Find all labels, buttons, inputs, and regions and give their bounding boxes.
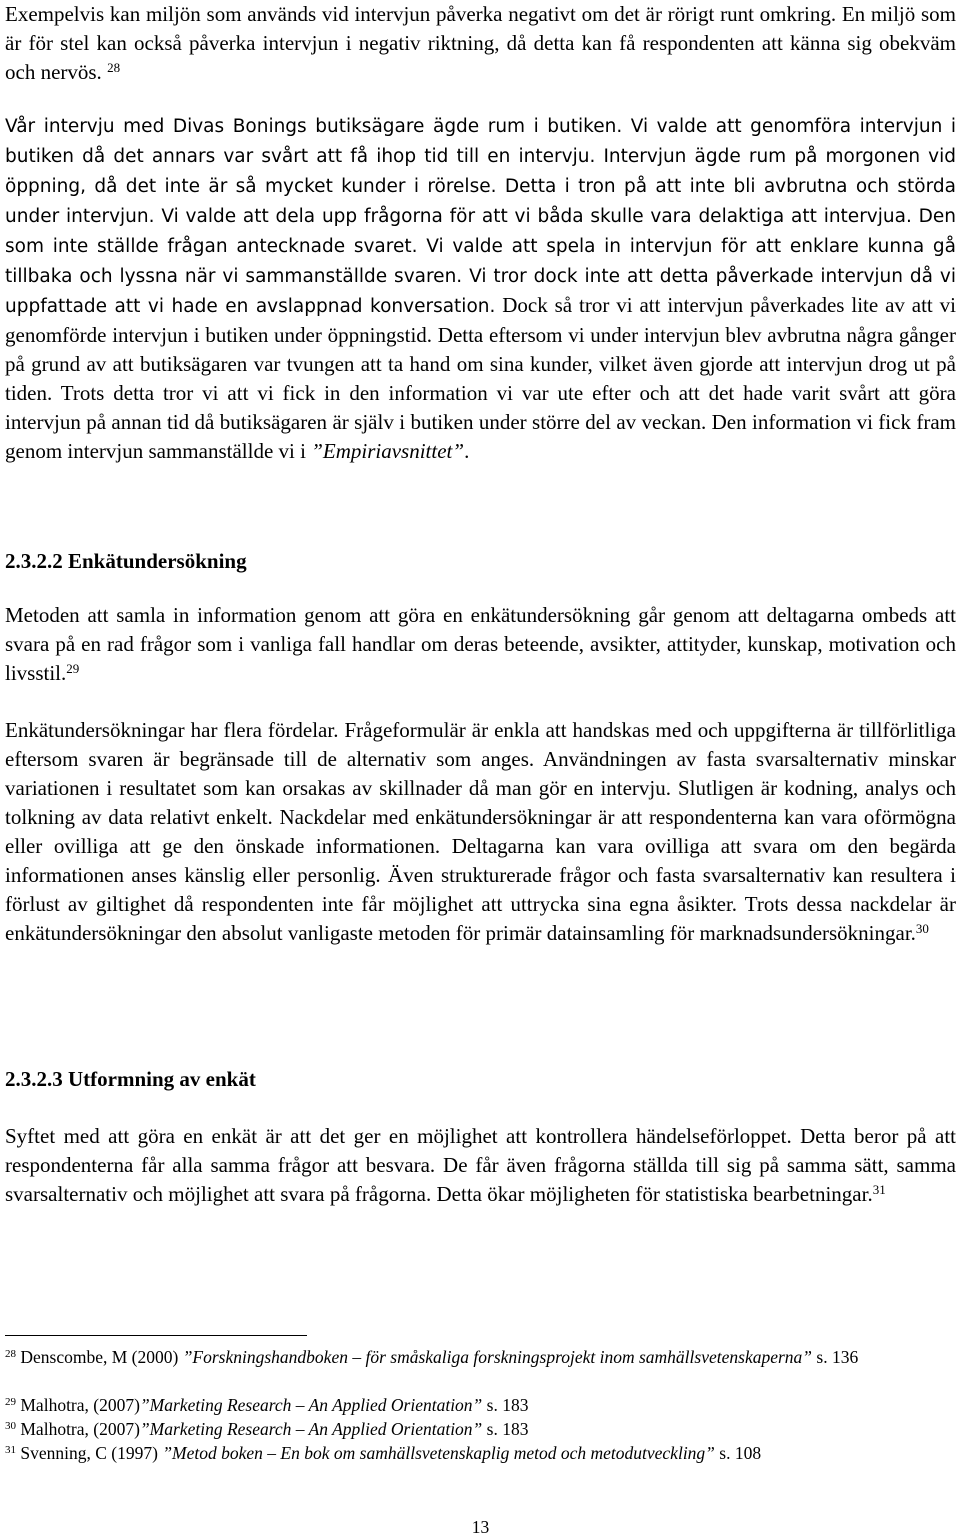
footnote-page: s. 183 <box>482 1395 529 1415</box>
section-heading-enkatundersokning: 2.3.2.2 Enkätundersökning <box>5 549 247 573</box>
footnote-number: 31 <box>5 1444 16 1456</box>
footnote-page: s. 183 <box>482 1419 529 1439</box>
footnote-31 <box>5 1442 956 1465</box>
footnote-page: s. 108 <box>714 1443 762 1463</box>
footnote-ref: 29 <box>66 661 80 676</box>
paragraph-end: . <box>464 439 470 463</box>
footnote-number: 29 <box>5 1396 16 1408</box>
paragraph-interview-environment <box>5 0 956 87</box>
footnote-title: ”Marketing Research – An Applied Orientation” <box>139 1395 483 1415</box>
paragraph-text-sans: Vår intervju med Divas Bonings butiksägare ägde rum i butiken. Vi valde att genomföra intervjun i butiken då det annars var svårt att få ihop tid till en intervju. Intervjun ägde rum på morgonen vid öppning, då det inte är så mycket kunder i rörelse. Detta i tron på att inte bli avbrutna och störda under intervjun. Vi valde att dela upp frågorna för att vi båda skulle vara delaktiga att intervjua. Den som inte ställde frågan antecknade svaret. Vi valde att spela in intervjun för att enklare kunna gå tillbaka och lyssna när vi sammanställde svaren. Vi tror dock inte att detta påverkade intervjun då vi uppfattade att vi hade en avslappnad konversation. <box>5 116 956 317</box>
footnote-divider <box>5 1335 307 1336</box>
footnote-number: 30 <box>5 1420 16 1432</box>
footnote-29 <box>5 1394 956 1417</box>
page-number: 13 <box>471 1517 490 1537</box>
paragraph-survey-method <box>5 601 956 688</box>
paragraph-text: Metoden att samla in information genom att göra en enkätundersökning går genom att deltagarna ombeds att svara på en rad frågor som i vanliga fall handlar om deras beteende, avsikter, attityder, kunskap, motivation och livsstil. <box>5 603 956 685</box>
section-heading-utformning: 2.3.2.3 Utformning av enkät <box>5 1067 256 1091</box>
paragraph-survey-pros-cons <box>5 716 956 948</box>
footnote-ref: 30 <box>915 921 929 936</box>
paragraph-interview-divas <box>5 111 956 466</box>
paragraph-text: Syftet med att göra en enkät är att det ger en möjlighet att kontrollera händelseförloppet. Detta beror på att respondenterna får alla samma frågor att besvara. De får även frågorna ställda till sig på samma sätt, samma svarsalternativ och möjlighet att svara på frågorna. Detta ökar möjligheten för statistiska bearbetningar. <box>5 1124 956 1206</box>
paragraph-text: Enkätundersökningar har flera fördelar. Frågeformulär är enkla att handskas med och uppgifterna är tillförlitliga eftersom svaren är begränsade till de alternativ som anges. Användningen av fasta svarsalternativ minskar variationen i resultatet som kan orsakas av skillnader då man gör en intervju. Slutligen är kodning, analys och tolkning av data relativt enkelt. Nackdelar med enkätundersökningar är att respondenterna kan vara oförmögna eller ovilliga att ge den önskade informationen. Deltagarna kan vara ovilliga att svara om den begärda informationen anses känslig eller personlig. Även strukturerade frågor och fasta svarsalternativ kan resultera i förlust av giltighet då respondenten inte får möjlighet att uttrycka sina egna åsikter. Trots dessa nackdelar är enkätundersökningar den absolut vanligaste metoden för primär datainsamling för marknadsundersökningar. <box>5 718 956 945</box>
footnote-ref: 28 <box>107 60 121 75</box>
footnote-number: 28 <box>5 1348 16 1360</box>
footnote-author: Svenning, C (1997) <box>20 1443 163 1463</box>
footnote-28 <box>5 1346 956 1369</box>
paragraph-text: Exempelvis kan miljön som används vid intervjun påverka negativt om det är rörigt runt omkring. En miljö som är för stel kan också påverka intervjun i negativ riktning, då detta kan få respondenten att känna sig obekväm och nervös. <box>5 2 956 84</box>
paragraph-text: Dock så tror vi att intervjun påverkades lite av att vi genomförde intervjun i butiken under öppningstid. Detta eftersom vi under intervjun blev avbrutna några gånger på grund av att butiksägaren var tvungen att ta hand om sina kunder, vilket även gjorde att intervjun drog ut på tiden. Trots detta tror vi att vi fick in den information vi var ute efter och att det hade varit svårt att göra intervjun på annan tid då butiksägaren är själv i butiken under större del av veckan. Den information vi fick fram genom intervjun sammanställde vi i <box>5 293 956 463</box>
footnote-30 <box>5 1418 956 1441</box>
footnote-title: ”Forskningshandboken – för småskaliga forskningsprojekt inom samhällsvetenskaperna” <box>182 1347 813 1367</box>
footnote-page: s. 136 <box>812 1347 859 1367</box>
emphasis-text: ”Empiriavsnittet” <box>311 439 465 463</box>
footnote-author: Denscombe, M (2000) <box>20 1347 183 1367</box>
footnote-author: Malhotra, (2007) <box>20 1419 140 1439</box>
footnote-title: ”Marketing Research – An Applied Orientation” <box>139 1419 483 1439</box>
footnote-author: Malhotra, (2007) <box>20 1395 140 1415</box>
footnote-ref: 31 <box>872 1182 886 1197</box>
footnote-title: ”Metod boken – En bok om samhällsvetenskaplig metod och metodutveckling” <box>162 1443 715 1463</box>
paragraph-survey-design <box>5 1122 956 1209</box>
